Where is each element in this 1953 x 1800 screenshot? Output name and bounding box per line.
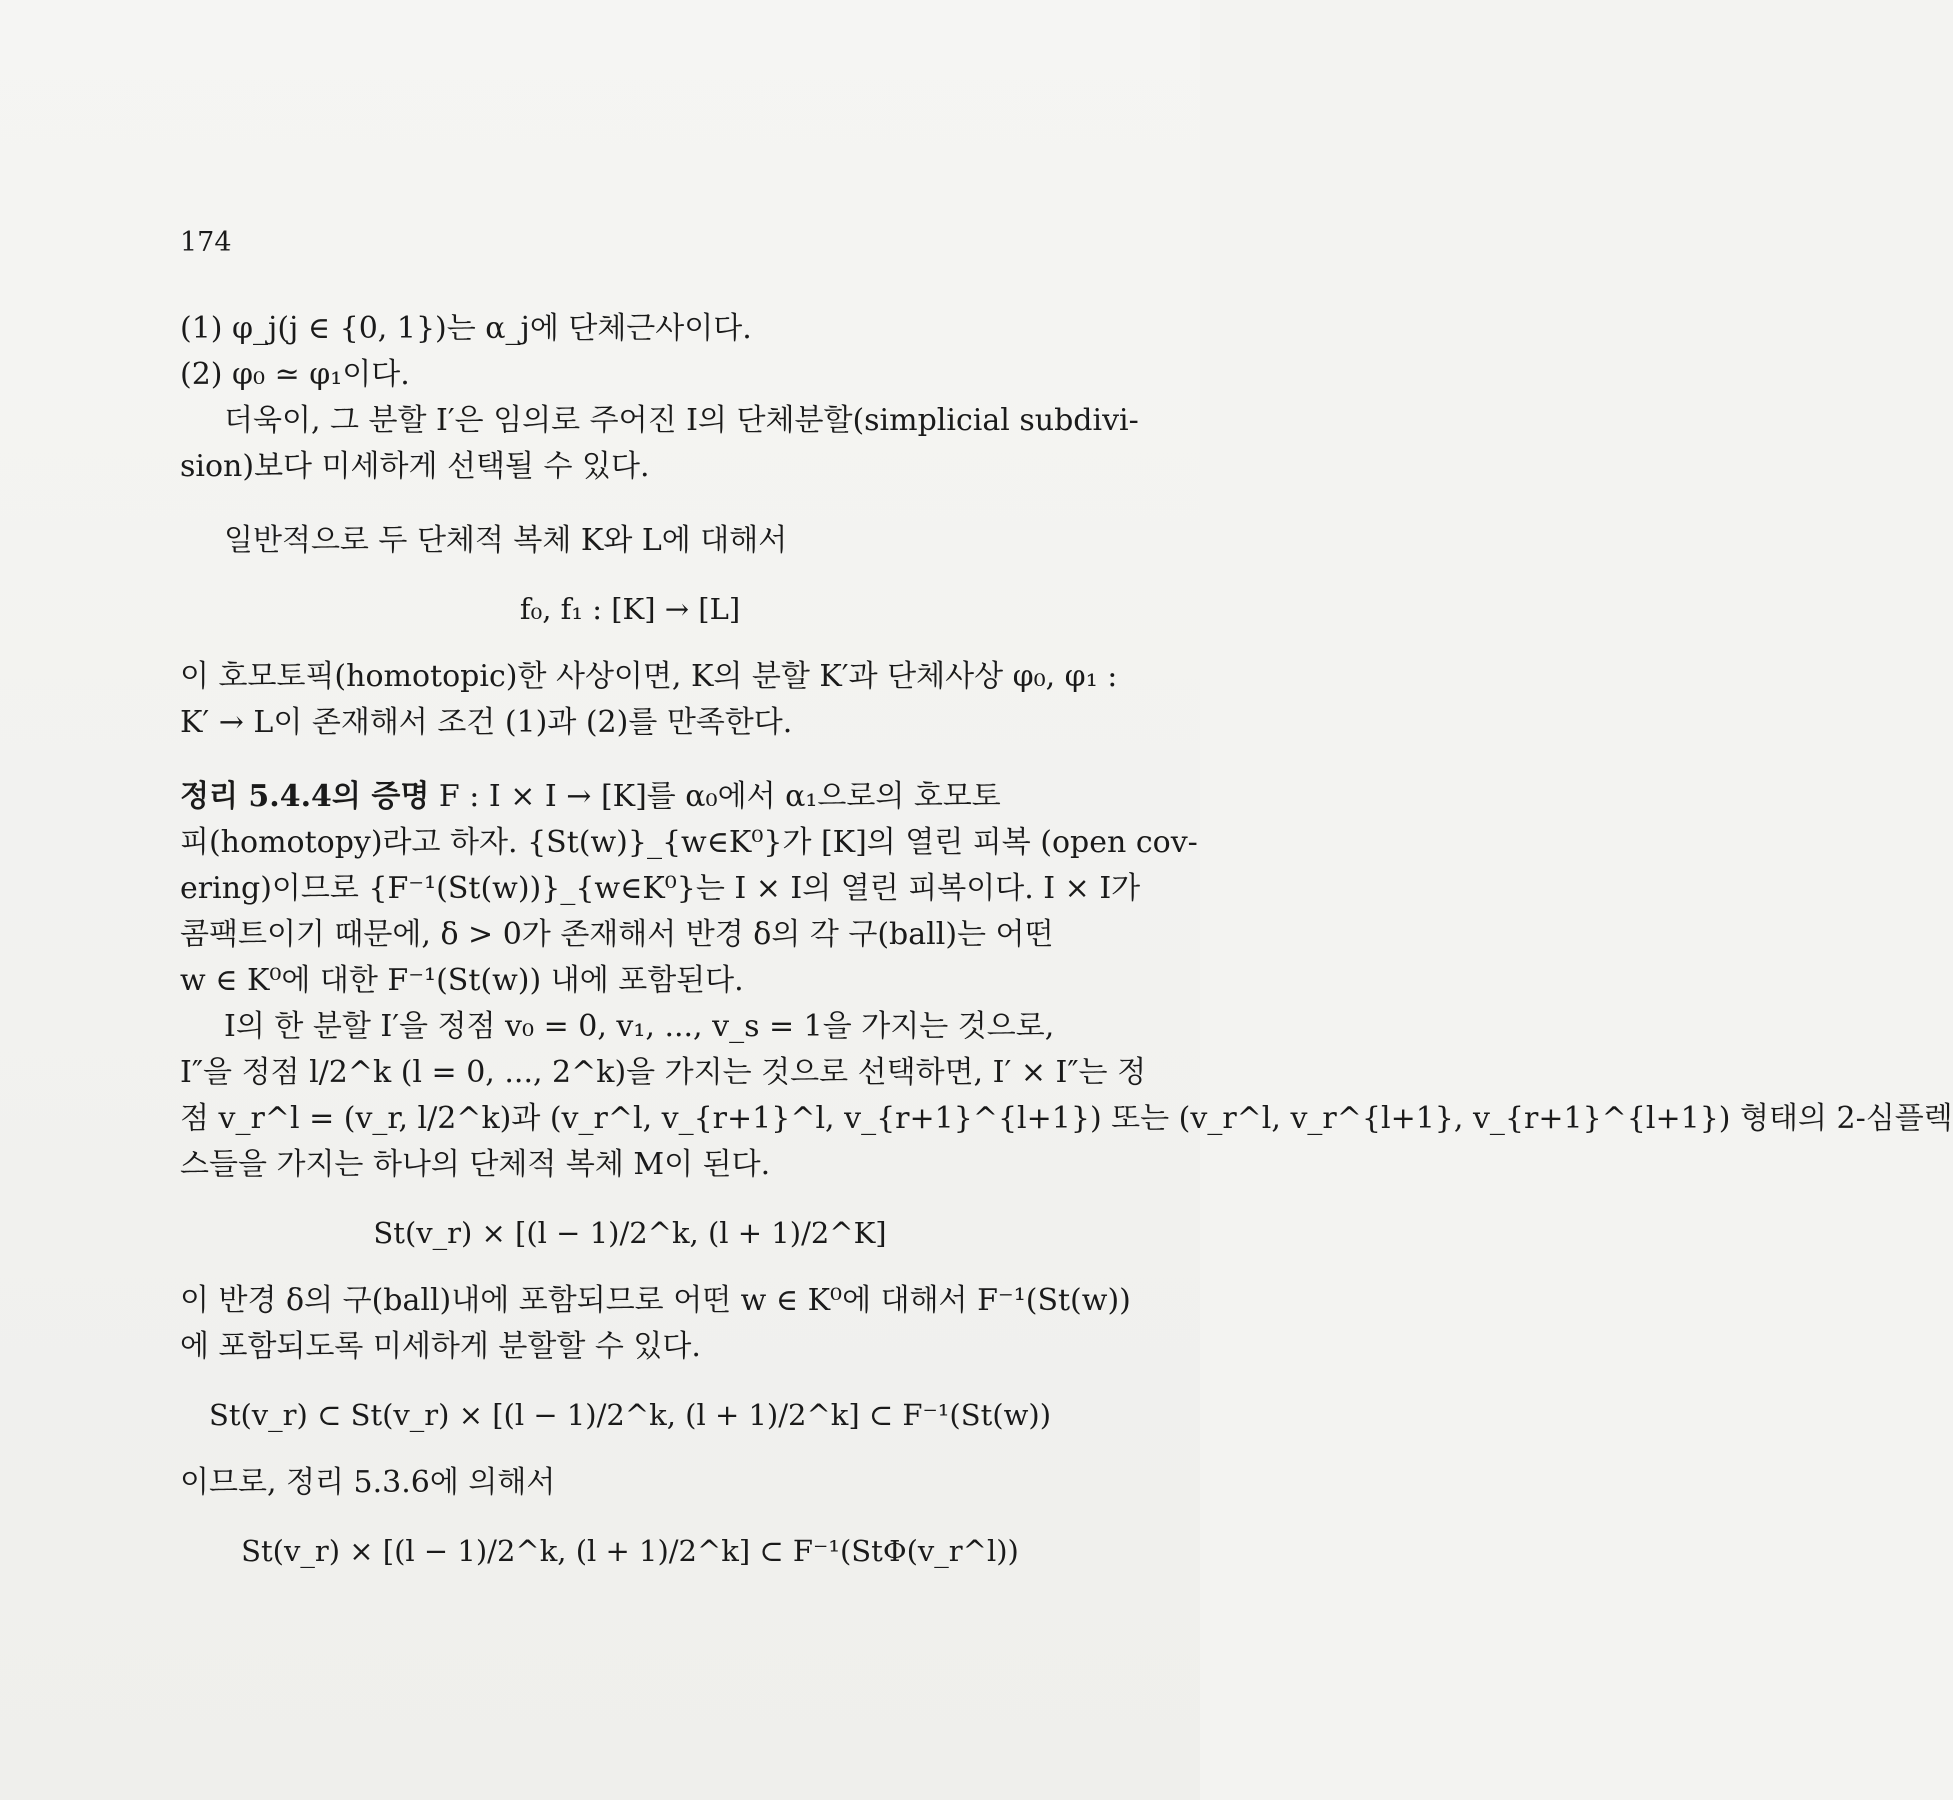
equation-star-product: St(v_r) × [(l − 1)/2^k, (l + 1)/2^K] [373,1216,887,1250]
equation-final: St(v_r) × [(l − 1)/2^k, (l + 1)/2^k] ⊂ F⁻¹(StΦ(v_r^l)) [241,1534,1019,1568]
paragraph-moreover-line2: sion)보다 미세하게 선택될 수 있다. [180,449,650,484]
equation-inclusion: St(v_r) ⊂ St(v_r) × [(l − 1)/2^k, (l + 1)/2^k] ⊂ F⁻¹(St(w)) [208,1398,1052,1432]
condition-1: (1) φ_j(j ∈ {0, 1})는 α_j에 단체근사이다. [180,311,752,346]
page-number: 174 [180,227,232,258]
ball-line1: 이 반경 δ의 구(ball)내에 포함되므로 어떤 w ∈ K⁰에 대해서 F⁻¹(St(w)) [180,1283,1131,1318]
paragraph-general-line1: 일반적으로 두 단체적 복체 K와 L에 대해서 [224,523,788,558]
condition-2: (2) φ₀ ≃ φ₁이다. [180,357,410,392]
proof-line4: 콤팩트이기 때문에, δ > 0가 존재해서 반경 δ의 각 구(ball)는 어떤 [180,917,1054,952]
proof-line3: ering)이므로 {F⁻¹(St(w))}_{w∈K⁰}는 I × I의 열린 피복이다. I × I가 [180,871,1141,906]
paragraph-moreover-line1: 더욱이, 그 분할 I′은 임의로 주어진 I의 단체분할(simplicial subdivi- [224,403,1139,438]
paragraph-homotopic-line2: K′ → L이 존재해서 조건 (1)과 (2)를 만족한다. [180,705,793,740]
subdivision-line4: 스들을 가지는 하나의 단체적 복체 M이 된다. [180,1147,771,1182]
proof-first-line-text: F : I × I → [K]를 α₀에서 α₁으로의 호모토 [429,779,1001,814]
subdivision-line2: I″을 정점 l/2^k (l = 0, ..., 2^k)을 가지는 것으로 선택하면, I′ × I″는 정 [180,1055,1147,1090]
equation-maps: f₀, f₁ : [K] → [L] [519,592,741,626]
proof-line5: w ∈ K⁰에 대한 F⁻¹(St(w)) 내에 포함된다. [180,963,744,998]
proof-first-line [180,774,1080,820]
page-content [180,220,1953,1596]
subdivision-line3: 점 v_r^l = (v_r, l/2^k)과 (v_r^l, v_{r+1}^l, v_{r+1}^{l+1}) 또는 (v_r^l, v_r^{l+1}, v_{r+1}^{l+1}) 형태의 2-심플렉 [180,1101,1953,1136]
subdivision-line1: I의 한 분할 I′을 정점 v₀ = 0, v₁, ..., v_s = 1을 가지는 것으로, [224,1009,1055,1044]
paragraph-homotopic-line1: 이 호모토픽(homotopic)한 사상이면, K의 분할 K′과 단체사상 φ₀, φ₁ : [180,659,1118,694]
theorem-reference-line: 이므로, 정리 5.3.6에 의해서 [180,1465,556,1500]
proof-heading: 정리 5.4.4의 증명 [180,779,430,814]
proof-line2: 피(homotopy)라고 하자. {St(w)}_{w∈K⁰}가 [K]의 열린 피복 (open cov- [180,825,1198,860]
ball-line2: 에 포함되도록 미세하게 분할할 수 있다. [180,1329,701,1364]
